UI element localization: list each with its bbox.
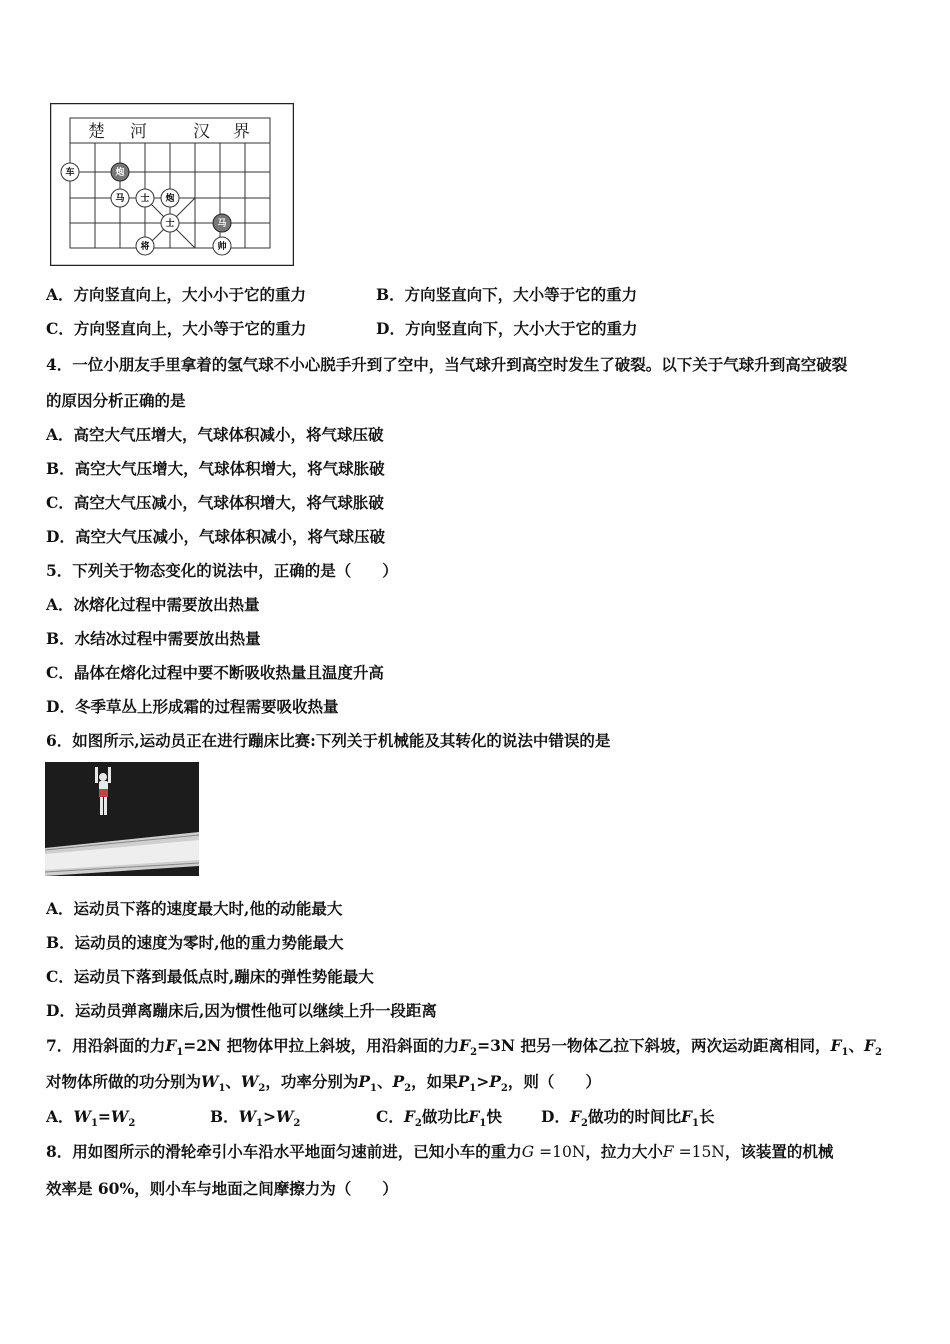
chess-piece [111,163,129,181]
q6-option-d: D．运动员弹离蹦床后,因为惯性他可以继续上升一段距离 [46,1001,437,1020]
chess-piece [61,163,79,181]
q6-stem: 6．如图所示,运动员正在进行蹦床比赛:下列关于机械能及其转化的说法中错误的是 [46,731,611,750]
q6-option-c: C．运动员下落到最低点时,蹦床的弹性势能最大 [46,967,374,986]
river-char: 汉 [193,122,210,142]
q4-stem-cont: 的原因分析正确的是 [46,391,186,410]
q3-option-c: C．方向竖直向上，大小等于它的重力 [46,319,307,338]
svg-text:帅: 帅 [217,242,227,252]
chess-piece [161,214,179,232]
chess-piece [111,189,129,207]
q7-option-c: C．$F_2$做功比$F_1$快 [376,1107,502,1130]
chess-piece [213,237,231,255]
svg-text:马: 马 [217,219,227,229]
river-char: 界 [233,122,250,142]
q4-option-c: C．高空大气压减小，气球体积增大，将气球胀破 [46,493,384,512]
q8-stem-line1: 8．用如图所示的滑轮牵引小车沿水平地面匀速前进，已知小车的重力G =10N，拉力大小F =15N，该装置的机械 [46,1142,834,1161]
q7-stem-line1: 7．用沿斜面的力$F_1=2N$ 把物体甲拉上斜坡，用沿斜面的力$F_2=3N$ 把另一物体乙拉下斜坡，两次运动距离相同，$F_1$、$F_2$ [46,1036,882,1059]
q5-option-d: D．冬季草丛上形成霜的过程需要吸收热量 [46,697,339,716]
river-char: 河 [130,122,147,142]
svg-text:马: 马 [115,194,125,204]
q5-stem: 5．下列关于物态变化的说法中，正确的是（ ） [46,561,398,580]
q5-option-c: C．晶体在熔化过程中要不断吸收热量且温度升高 [46,663,384,682]
svg-text:士: 士 [165,219,175,229]
trampoline-photo [45,762,199,876]
q6-option-b: B．运动员的速度为零时,他的重力势能最大 [46,933,344,952]
q4-option-b: B．高空大气压增大，气球体积增大，将气球胀破 [46,459,385,478]
q7-option-a: A．$W_1=W_2$ [46,1107,136,1130]
chess-piece [136,189,154,207]
svg-text:炮: 炮 [165,194,175,204]
q4-option-d: D．高空大气压减小，气球体积减小，将气球压破 [46,527,385,546]
q3-option-d: D．方向竖直向下，大小大于它的重力 [376,319,638,338]
q7-option-b: B．$W_1>W_2$ [210,1107,301,1130]
river-char: 楚 [88,122,105,142]
q7-stem-line2: 对物体所做的功分别为$W_1$、$W_2$，功率分别为$P_1$、$P_2$，如果$P_1>P_2$，则（ ） [46,1072,601,1095]
chess-board-figure [50,103,294,266]
chess-piece [136,237,154,255]
q5-option-b: B．水结冰过程中需要放出热量 [46,629,261,648]
q4-option-a: A．高空大气压增大，气球体积减小，将气球压破 [46,425,384,444]
q3-option-a: A．方向竖直向上，大小小于它的重力 [46,285,307,304]
q8-stem-line2: 效率是 60%，则小车与地面之间摩擦力为（ ） [46,1179,398,1198]
q4-stem: 4．一位小朋友手里拿着的氢气球不小心脱手升到了空中，当气球升到高空时发生了破裂。以下关于气球升到高空破裂 [46,355,848,374]
q6-option-a: A．运动员下落的速度最大时,他的动能最大 [46,899,343,918]
chess-piece [161,189,179,207]
svg-text:炮: 炮 [115,168,125,178]
q7-option-d: D．$F_2$做功的时间比$F_1$长 [541,1107,715,1130]
q5-option-a: A．冰熔化过程中需要放出热量 [46,595,260,614]
svg-text:车: 车 [65,168,75,178]
q3-option-b: B．方向竖直向下，大小等于它的重力 [376,285,638,304]
chess-piece [213,214,231,232]
svg-text:士: 士 [140,194,150,204]
svg-text:将: 将 [140,242,150,252]
